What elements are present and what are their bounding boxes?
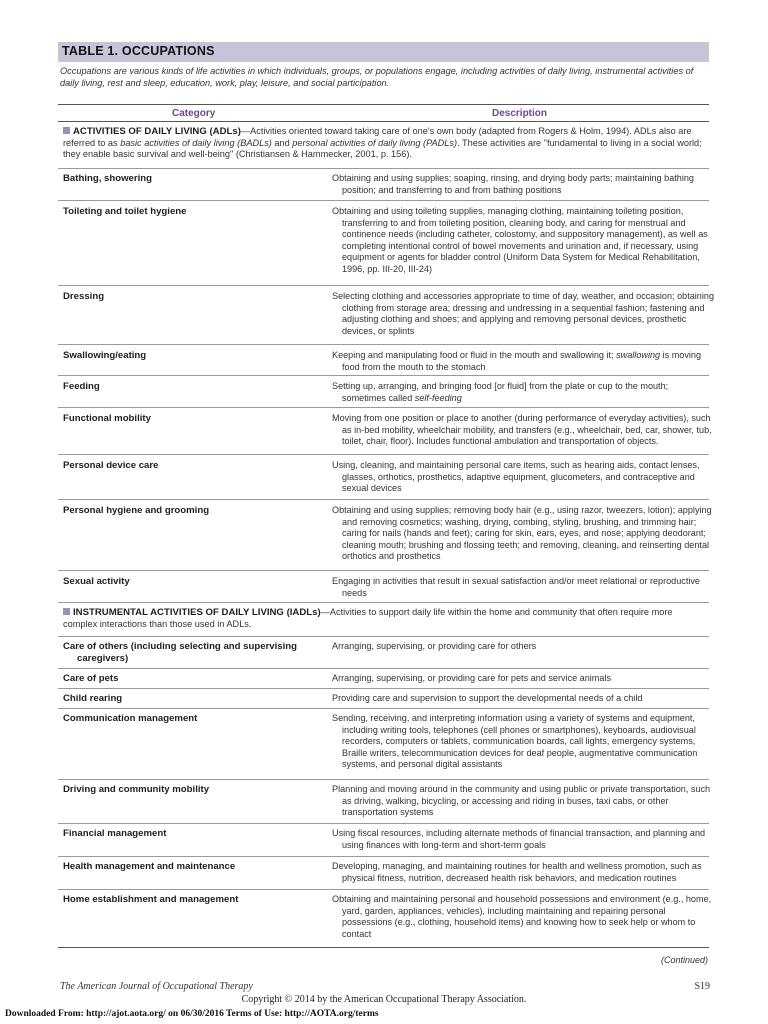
description-communication-management: Sending, receiving, and interpreting information using a variety of systems and equipment, including writing tools, telephones (cell phones or smartphones), keyboards, audiovisual recorders, computers or tablets, communication boards, call lights, emergency systems, Braille writers, telecommunication devices for deaf people, augmentative communication systems, and personal digital assistants [332,713,698,770]
description-personal-hygiene: Obtaining and using supplies; removing body hair (e.g., using razor, tweezers, lotion); applying and removing cosmetics; washing, drying, combing, styling, brushing, and trimming hair; caring for nails (hands and feet); caring for skin, ears, eyes, and nose; applying deodorant; cleaning mouth; brushing and flossing teeth; and removing, cleaning, and reinserting dental orthotics and prosthetics [332,505,712,562]
description-sexual-activity: Engaging in activities that result in sexual satisfaction and/or meet relational or reproductive needs [332,576,700,598]
continued-note: (Continued) [660,955,708,965]
category-toileting: Toileting and toilet hygiene [63,206,187,217]
category-personal-device-care: Personal device care [63,460,159,471]
row-divider [58,668,709,669]
description-child-rearing: Providing care and supervision to support the developmental needs of a child [332,693,643,703]
table-title-bar [58,42,709,62]
row-divider [58,889,709,890]
category-functional-mobility: Functional mobility [63,413,151,424]
description-financial-management: Using fiscal resources, including alternate methods of financial transaction, and planning and using finances with long-term and short-term goals [332,828,706,850]
row-divider [58,375,709,376]
row-divider [58,570,709,571]
description-care-of-others: Arranging, supervising, or providing care for others [332,641,537,651]
row-divider [58,168,709,169]
description-toileting: Obtaining and using toileting supplies, managing clothing, maintaining toileting position, transferring to and from toileting position, cleaning body, and caring for menstrual and continence needs (including catheter, colostomy, and suppository management), as well as completing intentional control of bowel movements and urination and, if necessary, using equipment or agents for bladder control (Uniform Data System for Medical Rehabilitation, 1996, pp. III-20, III-24) [332,206,708,274]
row-divider [58,344,709,345]
category-driving: Driving and community mobility [63,784,210,795]
description-functional-mobility: Moving from one position or place to another (during performance of everyday activities), such as in-bed mobility, wheelchair mobility, and transfers (e.g., wheelchair, bed, car, shower, tub, toilet, chair, floor). Includes functional ambulation and transportation of objects. [332,413,712,447]
row-divider [58,688,709,689]
header-top-rule [58,104,709,105]
category-child-rearing: Child rearing [63,693,123,704]
table-intro [60,65,710,89]
category-communication-management: Communication management [63,713,198,724]
adl-section-heading: ACTIVITIES OF DAILY LIVING (ADLs) [73,126,241,137]
row-divider [58,708,709,709]
row-divider [58,499,709,500]
category-home-establishment: Home establishment and management [63,894,239,905]
description-feeding: Setting up, arranging, and bringing food [or fluid] from the plate or cup to the mouth; sometimes called self-feeding [332,381,669,403]
category-sexual-activity: Sexual activity [63,576,130,587]
copyright-line: Copyright © 2014 by the American Occupational Therapy Association. [241,994,527,1005]
page-number: S19 [694,981,710,992]
category-swallowing: Swallowing/eating [63,350,147,361]
row-divider [58,856,709,857]
category-care-of-pets: Care of pets [63,673,119,684]
category-care-of-others: Care of others (including selecting and supervising caregivers) [63,641,298,664]
row-divider [58,602,709,603]
category-financial-management: Financial management [63,828,167,839]
column-header-category: Category [172,108,216,119]
section-square-icon [63,127,70,134]
category-feeding: Feeding [63,381,100,392]
category-health-management: Health management and maintenance [63,861,236,872]
row-divider [58,200,709,201]
category-bathing: Bathing, showering [63,173,153,184]
iadl-section-heading: INSTRUMENTAL ACTIVITIES OF DAILY LIVING (IADLs) [73,607,321,618]
intro-text: are various kinds of life activities in which individuals, groups, or populations engage, including activities of daily living, instrumental activities of daily living, rest and sleep, education, work, play, leisure, and social participation. [60,66,694,88]
intro-term: Occupations [60,66,112,76]
table-bottom-rule [58,947,709,948]
category-personal-hygiene: Personal hygiene and grooming [63,505,210,516]
description-swallowing: Keeping and manipulating food or fluid in the mouth and swallowing it; swallowing is moving food from the mouth to the stomach [332,350,702,372]
description-bathing: Obtaining and using supplies; soaping, rinsing, and drying body parts; maintaining bathing position; and transferring to and from bathing positions [332,173,694,195]
description-driving: Planning and moving around in the community and using public or private transportation, such as driving, walking, bicycling, or accessing and riding in buses, taxi cabs, or other transportation systems [332,784,711,818]
description-care-of-pets: Arranging, supervising, or providing care for pets and service animals [332,673,612,683]
iadl-section-intro: INSTRUMENTAL ACTIVITIES OF DAILY LIVING (IADLs)—Activities to support daily life within the home and community that often require more complex interactions than those used in ADLs. [63,607,673,629]
section-square-icon [63,608,70,615]
description-personal-device-care: Using, cleaning, and maintaining personal care items, such as hearing aids, contact lenses, glasses, orthotics, prosthetics, adaptive equipment, glucometers, and contraceptive and sexual devices [332,460,700,494]
row-divider [58,823,709,824]
table-title: TABLE 1. OCCUPATIONS [62,44,215,58]
description-home-establishment: Obtaining and maintaining personal and household possessions and environment (e.g., home, yard, garden, appliances, vehicles), including maintaining and repairing personal possessions (e.g., clothing, household items) and knowing how to seek help or whom to contact [332,894,712,939]
header-bottom-rule [58,121,709,122]
description-health-management: Developing, managing, and maintaining routines for health and wellness promotion, such as physical fitness, nutrition, decreased health risk behaviors, and medication routines [332,861,702,883]
row-divider [58,407,709,408]
description-dressing: Selecting clothing and accessories appropriate to time of day, weather, and occasion; obtaining clothing from storage area; dressing and undressing in a sequential fashion; fastening and adjusting clothing and shoes; and applying and removing personal devices, prosthetic devices, or splints [332,291,715,336]
category-dressing: Dressing [63,291,105,302]
adl-section-intro: ACTIVITIES OF DAILY LIVING (ADLs)—Activities oriented toward taking care of one's own body (adapted from Rogers & Holm, 1994). ADLs also are referred to as basic activities of daily living (BADLs) and personal activities of daily living (PADLs). These activities are "fundamental to living in a social world; they enable basic survival and well-being" (Christiansen & Hammecker, 2001, p. 156). [63,126,702,160]
row-divider [58,779,709,780]
download-notice: Downloaded From: http://ajot.aota.org/ on 06/30/2016 Terms of Use: http://AOTA.org/terms [5,1009,379,1019]
row-divider [58,454,709,455]
column-header-description: Description [492,108,548,119]
journal-name: The American Journal of Occupational Therapy [60,981,253,992]
row-divider [58,636,709,637]
row-divider [58,285,709,286]
